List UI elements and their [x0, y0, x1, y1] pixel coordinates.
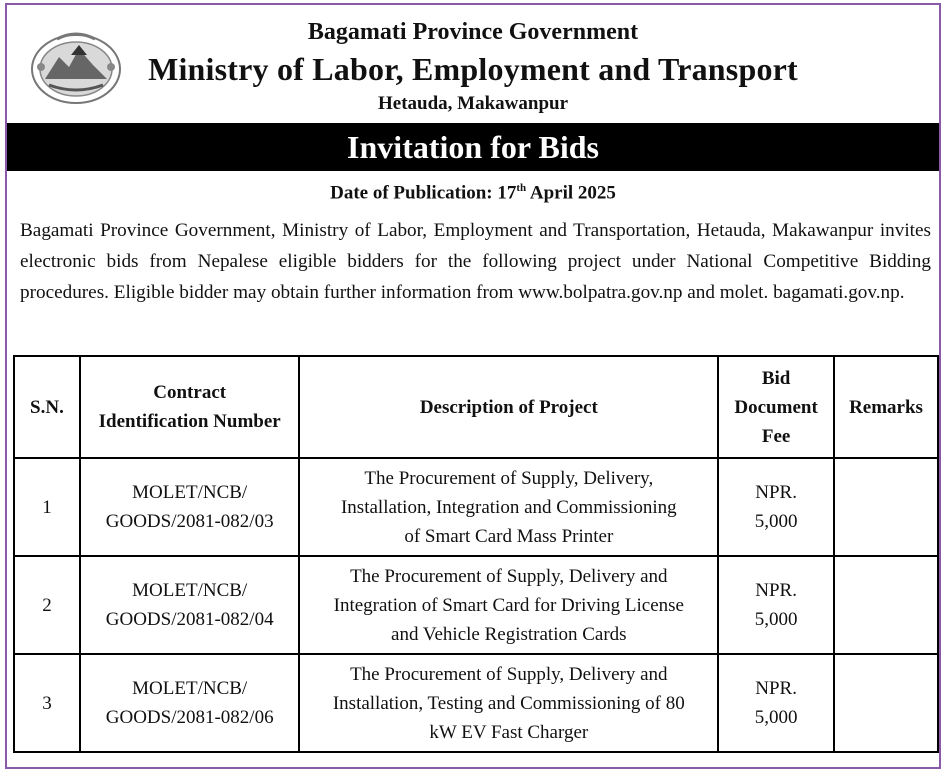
row-contract-id: [80, 458, 300, 556]
publication-date: [7, 182, 939, 204]
fee-line1: NPR.: [755, 580, 797, 601]
description-line3: of Smart Card Mass Printer: [404, 525, 614, 547]
invitation-banner: Invitation for Bids: [7, 123, 939, 171]
table-row: [14, 654, 938, 752]
header-remarks: Remarks: [834, 356, 938, 458]
description-line1: The Procurement of Supply, Delivery and: [350, 565, 668, 587]
fee-line2: 5,000: [754, 609, 798, 630]
fee-line2: 5,000: [754, 707, 798, 728]
contract-id-line2: GOODS/2081-082/04: [105, 609, 274, 630]
row-remarks: [834, 556, 938, 654]
header-sn: S.N.: [14, 356, 80, 458]
row-remarks: [834, 458, 938, 556]
fee-line2: 5,000: [754, 511, 798, 532]
row-sn: 3: [14, 654, 80, 752]
header-fee-line1: Bid: [761, 367, 791, 389]
contract-id-line2: GOODS/2081-082/03: [105, 511, 274, 532]
header-description: Description of Project: [299, 356, 718, 458]
header-contract-line1: Contract: [153, 382, 227, 403]
description-line1: The Procurement of Supply, Delivery and: [350, 663, 668, 685]
header-fee-line2: Document: [734, 396, 818, 418]
contract-id-line2: GOODS/2081-082/06: [105, 707, 274, 728]
table-row: [14, 458, 938, 556]
government-name: Bagamati Province Government: [307, 19, 639, 45]
row-contract-id: [80, 556, 300, 654]
publication-date-ordinal: th: [516, 182, 527, 194]
description-line3: kW EV Fast Charger: [429, 721, 589, 743]
fee-line1: NPR.: [755, 678, 797, 699]
description-line3: and Vehicle Registration Cards: [391, 623, 627, 645]
row-description: [299, 458, 718, 556]
table-header-row: [14, 356, 938, 458]
row-remarks: [834, 654, 938, 752]
description-line2: Installation, Integration and Commissioning: [340, 496, 677, 518]
notice-frame: [5, 3, 941, 769]
row-sn: 2: [14, 556, 80, 654]
contract-id-line1: MOLET/NCB/: [132, 482, 248, 503]
header-fee: [718, 356, 834, 458]
description-line2: Installation, Testing and Commissioning of 80: [332, 692, 685, 714]
row-fee: [718, 556, 834, 654]
contract-id-line1: MOLET/NCB/: [132, 580, 248, 601]
description-line1: The Procurement of Supply, Delivery,: [364, 467, 654, 489]
header-fee-line3: Fee: [761, 425, 791, 447]
description-line2: Integration of Smart Card for Driving License: [333, 594, 684, 616]
bids-table: [13, 355, 939, 753]
row-description: [299, 556, 718, 654]
ministry-location: Hetauda, Makawanpur: [377, 93, 569, 114]
contract-id-line1: MOLET/NCB/: [132, 678, 248, 699]
fee-line1: NPR.: [755, 482, 797, 503]
intro-paragraph: Bagamati Province Government, Ministry of Labor, Employment and Transportation, Hetauda, Makawanpur invites electronic bids from Nepalese eligible bidders for the following project under National Competitive Bidding procedures. Eligible bidder may obtain further information from www.bolpatra.gov.np and molet. bagamati.gov.np.: [20, 220, 931, 303]
ministry-name: Ministry of Labor, Employment and Transport: [148, 51, 798, 87]
row-sn: 1: [14, 458, 80, 556]
publication-date-label: Date of Publication: 17: [330, 182, 517, 204]
publication-date-rest: April 2025: [526, 182, 616, 204]
table-row: [14, 556, 938, 654]
row-description: [299, 654, 718, 752]
row-fee: [718, 458, 834, 556]
header-contract-id: [80, 356, 300, 458]
header-contract-line2: Identification Number: [98, 411, 281, 432]
row-contract-id: [80, 654, 300, 752]
row-fee: [718, 654, 834, 752]
